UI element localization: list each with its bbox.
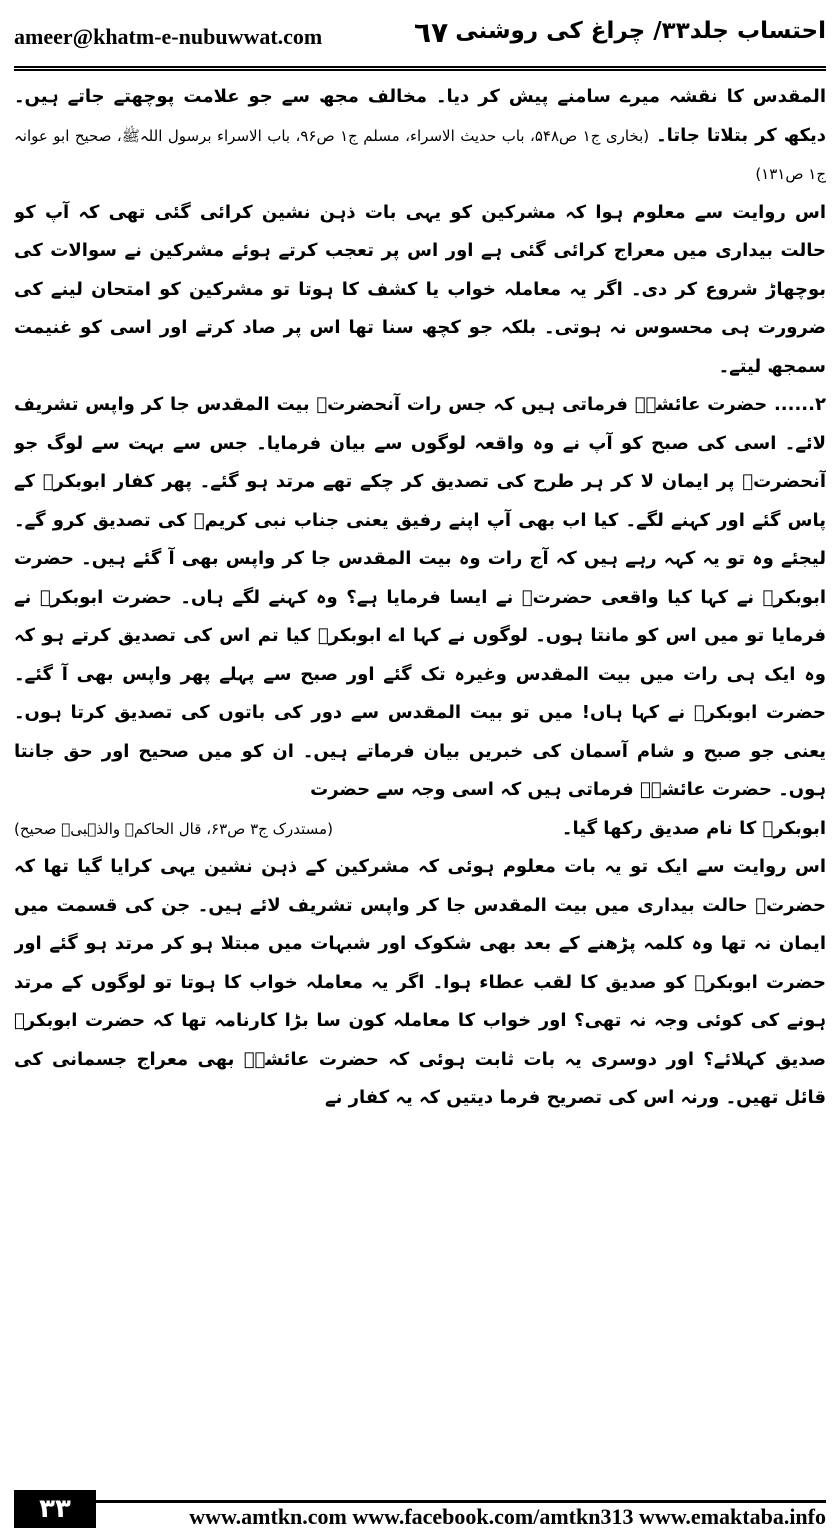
header-book-title: احتساب جلد۳۳/ چراغ کی روشنی	[455, 18, 826, 44]
page-body	[14, 78, 826, 1473]
footer-page-number: ۳۳	[14, 1490, 96, 1528]
paragraph-3-end: ابوبکرؓ کا نام صدیق رکھا گیا۔	[561, 817, 826, 839]
header-divider	[14, 66, 826, 71]
paragraph-2: اس روایت سے معلوم ہوا کہ مشرکین کو یہی بات ذہن نشین کرائی گئی تھی کہ آپ کو حالت بیداری میں معراج کرائی گئی ہے اور اس پر تعجب کرتے ہوئے مشرکین نے سوالات کی بوچھاڑ شروع کر دی۔ اگر یہ معاملہ خواب یا کشف کا ہوتا تو مشرکین کو امتحان لینے کی ضرورت ہی محسوس نہ ہوتی۔ بلکہ جو کچھ سنا تھا اس پر صاد کرتے اور اسی کو غنیمت سمجھ لیتے۔	[14, 201, 826, 377]
header-email: ameer@khatm-e-nubuwwat.com	[14, 24, 323, 49]
footer-divider	[14, 1500, 826, 1503]
paragraph-1	[14, 78, 826, 194]
header-page-number: ٦٧	[414, 16, 449, 49]
paragraph-1-text: المقدس کا نقشہ میرے سامنے پیش کر دیا۔ مخالف مجھ سے جو علامت پوچھتے جاتے ہیں۔ دیکھ کر بتلاتا جاتا۔	[14, 86, 826, 146]
paragraph-4: اس روایت سے ایک تو یہ بات معلوم ہوئی کہ مشرکین کے ذہن نشین یہی کرایا گیا تھا کہ حضرتؐ حالت بیداری میں بیت المقدس جا کر واپس تشریف لائے ہیں۔ جن کی قسمت میں ایمان نہ تھا وہ کلمہ پڑھنے کے بعد بھی شکوک اور شبہات میں مبتلا ہو کر مرتد ہو گئے اور حضرت ابوبکرؓ کو صدیق کا لقب عطاء ہوا۔ اگر یہ معاملہ خواب کا ہوتا تو لوگوں کے مرتد ہونے کی کوئی وجہ نہ تھی؟ اور خواب کا معاملہ کون سا بڑا کارنامہ تھا کہ حضرت ابوبکرؓ صدیق کہلائے؟ اور دوسری یہ بات ثابت ہوئی کہ حضرت عائشہؓ بھی معراج جسمانی کی قائل تھیں۔ ورنہ اس کی تصریح فرما دیتیں کہ یہ کفار نے	[14, 856, 826, 1108]
page-footer	[14, 1490, 826, 1530]
reference-2: (مستدرک ج۳ ص۶۳، قال الحاکمؒ والذہبیؒ صحیح)	[14, 819, 333, 838]
paragraph-3: ۲...... حضرت عائشہؓ فرماتی ہیں کہ جس رات آنحضرتﷺ بیت المقدس جا کر واپس تشریف لائے۔ اسی کی صبح کو آپ نے وہ واقعہ لوگوں سے بیان فرمایا۔ جس سے بہت سے لوگ جو آنحضرتﷺ پر ایمان لا کر ہر طرح کی تصدیق کر چکے تھے مرتد ہو گئے۔ پھر کفار ابوبکرؓ کے پاس گئے اور کہنے لگے۔ کیا اب بھی آپ اپنے رفیق یعنی جناب نبی کریمﷺ کی تصدیق کرو گے۔ لیجئے وہ تو یہ کہہ رہے ہیں کہ آج رات وہ بیت المقدس جا کر واپس بھی آ گئے ہیں۔ حضرت ابوبکرؓ نے کہا کیا واقعی حضرتؐ نے ایسا فرمایا ہے؟ وہ کہنے لگے ہاں۔ حضرت ابوبکرؓ نے فرمایا تو میں اس کو مانتا ہوں۔ لوگوں نے کہا اے ابوبکرؓ کیا تم اس کی تصدیق کرتے ہو کہ وہ ایک ہی رات میں بیت المقدس وغیرہ تک گئے اور صبح سے پہلے پھر واپس بھی آ گئے۔ حضرت ابوبکرؓ نے کہا ہاں! میں تو بیت المقدس سے دور کی باتوں کی تصدیق کرتا ہوں۔ یعنی جو صبح و شام آسمان کی خبریں بیان فرماتے ہیں۔ ان کو میں صحیح اور حق جانتا ہوں۔ حضرت عائشہؓ فرماتی ہیں کہ اسی وجہ سے حضرت	[14, 394, 826, 800]
paragraph-3-closing	[14, 810, 826, 849]
footer-links: www.amtkn.com www.facebook.com/amtkn313 www.emaktaba.info	[189, 1504, 826, 1529]
reference-1: (بخاری ج۱ ص۵۴۸، باب حدیث الاسراء، مسلم ج۱ ص۹۶، باب الاسراء برسول اللہﷺ، صحیح ابو عوانہ ج۱ ص۱۳۱)	[14, 126, 826, 183]
page-header	[14, 14, 826, 72]
